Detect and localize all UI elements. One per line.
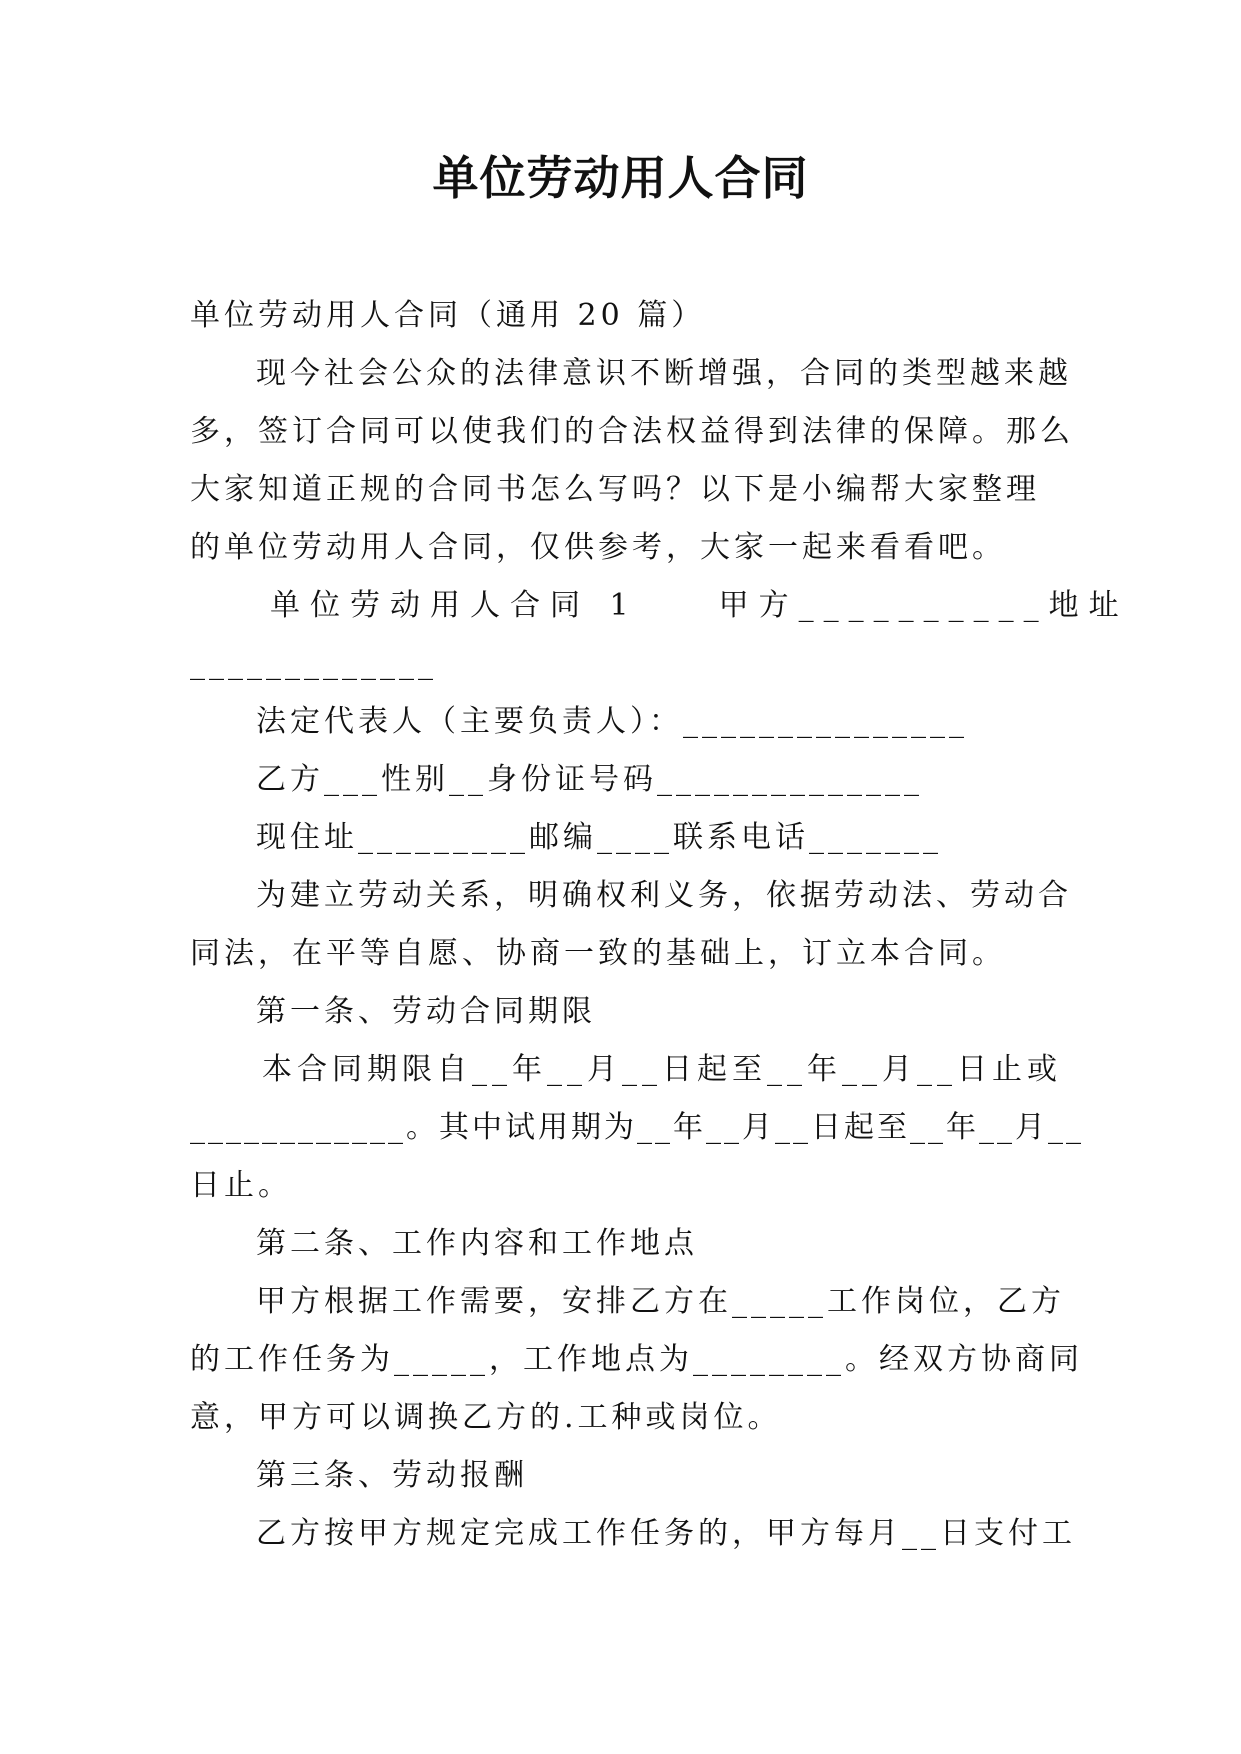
party-b-line: 乙方___性别__身份证号码______________ [256, 762, 923, 797]
paragraph-line: 日止。 [190, 1168, 292, 1203]
paragraph-line: 的工作任务为_____，工作地点为________。经双方协商同 [190, 1342, 1083, 1377]
contract-heading-line: 单位劳动用人合同 1 甲方__________地址 [270, 588, 1129, 623]
blank-line: _____________ [190, 646, 437, 681]
legal-rep-line: 法定代表人（主要负责人）：_______________ [256, 704, 968, 739]
paragraph-line: 甲方根据工作需要，安排乙方在_____工作岗位，乙方 [256, 1284, 1065, 1319]
article-heading: 第三条、劳动报酬 [256, 1458, 528, 1493]
paragraph-line: 乙方按甲方规定完成工作任务的，甲方每月__日支付工 [256, 1516, 1076, 1551]
paragraph-line: 的单位劳动用人合同，仅供参考，大家一起来看看吧。 [190, 530, 1006, 565]
paragraph-line: 多，签订合同可以使我们的合法权益得到法律的保障。那么 [190, 414, 1074, 449]
article-heading: 第二条、工作内容和工作地点 [256, 1226, 698, 1261]
address-line: 现住址_________邮编____联系电话_______ [256, 820, 942, 855]
subtitle-line: 单位劳动用人合同（通用 20 篇） [190, 298, 706, 333]
paragraph-line: ____________。其中试用期为__年__月__日起至__年__月__ [190, 1110, 1084, 1145]
paragraph-line: 本合同期限自__年__月__日起至__年__月__日止或 [262, 1052, 1062, 1087]
document-title: 单位劳动用人合同 [432, 151, 809, 205]
paragraph-line: 现今社会公众的法律意识不断增强，合同的类型越来越 [256, 356, 1072, 391]
article-heading: 第一条、劳动合同期限 [256, 994, 596, 1029]
paragraph-line: 为建立劳动关系，明确权利义务，依据劳动法、劳动合 [256, 878, 1072, 913]
paragraph-line: 同法，在平等自愿、协商一致的基础上，订立本合同。 [190, 936, 1006, 971]
paragraph-line: 大家知道正规的合同书怎么写吗？以下是小编帮大家整理 [190, 472, 1040, 507]
paragraph-line: 意，甲方可以调换乙方的.工种或岗位。 [190, 1400, 782, 1435]
